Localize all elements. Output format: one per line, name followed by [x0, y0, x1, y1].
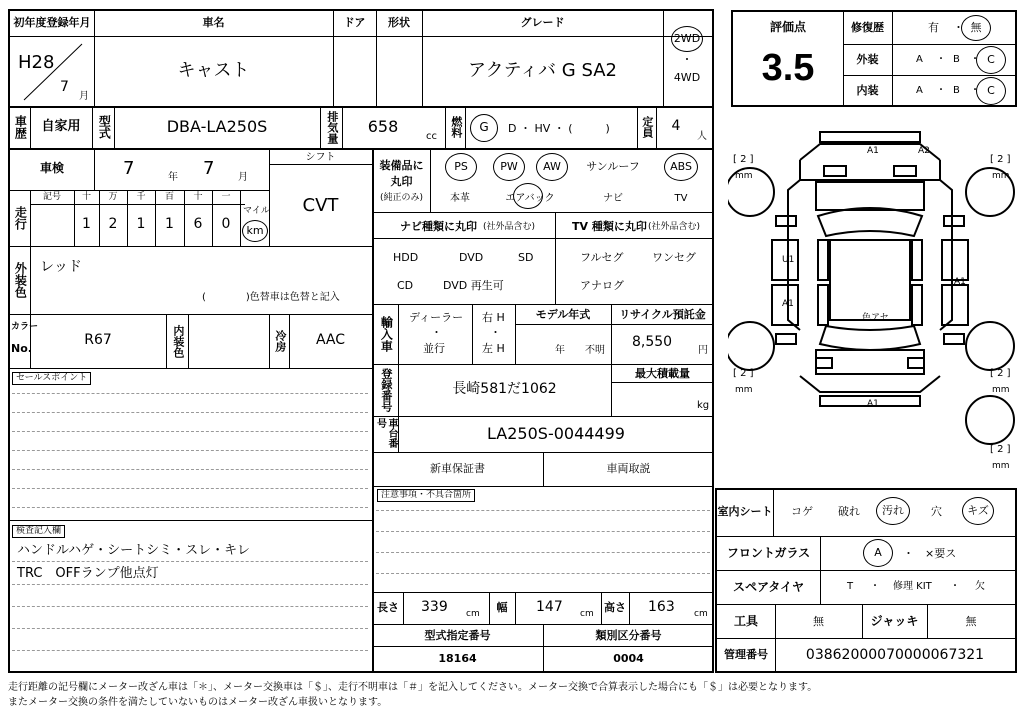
interior-grade-c: C [987, 83, 995, 97]
equip-aw: AW [543, 159, 561, 173]
new-car-warranty: 新車保証書 [430, 461, 485, 475]
fuel-g: G [479, 120, 489, 135]
footer-note-1: 走行距離の記号欄にメーター改ざん車は「＊」、メーター交換車は「＄」、走行不明車は「＃」を記入してください。メーター交換で合算表示した場合にも「＄」は必要となります。 [8, 682, 818, 693]
import-left-h: 左 H [482, 342, 505, 355]
height-unit: cm [694, 609, 708, 619]
footer-note-2: またメーター交換の条件を満たしていないものはメーター改ざん車扱いとなります。 [8, 697, 388, 708]
model: DBA-LA250S [166, 117, 268, 137]
fuel-label: 燃料 [449, 116, 463, 138]
model-year-unit: 年 [555, 345, 565, 356]
import-label: 輸入車 [379, 316, 394, 352]
inspection-month-unit: 月 [238, 172, 248, 183]
drive-2wd: 2WD [673, 31, 701, 45]
repair-yes: 有 [928, 21, 939, 34]
type-designation-label: 型式指定番号 [424, 628, 491, 642]
spare-label: スペアタイヤ [733, 580, 804, 595]
grade: アクティバ G SA2 [468, 60, 617, 82]
equip-sunroof: サンルーフ [586, 159, 640, 173]
mileage-digit-1: 2 [108, 216, 118, 233]
mileage-unit-2: 千 [136, 191, 146, 202]
registration-label: 登録番号 [379, 368, 393, 412]
sheet-koge: コゲ [791, 505, 813, 518]
equip-navi: ナビ [603, 192, 623, 204]
reg-year-label: 初年度登録年月 [13, 15, 91, 29]
height-label: 高さ [604, 600, 626, 614]
import-dot: ・ [431, 326, 442, 339]
car-name-label: 車名 [202, 15, 225, 29]
width-label: 幅 [496, 600, 508, 614]
tire-unit-spare: mm [992, 461, 1010, 471]
type-designation: 18164 [438, 652, 477, 666]
navi-cd: CD [397, 279, 414, 292]
interior-grade-b: B [953, 85, 960, 96]
ac-label: 冷房 [273, 330, 287, 352]
interior-grade-a: A [916, 85, 923, 96]
max-load-unit: kg [697, 400, 710, 411]
reg-month: 7 [60, 79, 69, 95]
tire-bracket-fr: [ 2 ] [990, 154, 1011, 165]
mileage-digit-4: 6 [193, 216, 203, 233]
management-value: 03862000070000067321 [805, 646, 985, 663]
navi-dvd: DVD [459, 251, 484, 264]
shift-value: CVT [302, 195, 339, 217]
ac-value: AAC [315, 332, 346, 349]
import-dot-2: ・ [490, 326, 501, 339]
mileage-digit-3: 1 [165, 216, 174, 233]
windshield-label: フロントガラス [726, 546, 811, 561]
repair-no: 無 [970, 20, 982, 34]
spare-dot-2: ・ [950, 581, 960, 592]
capacity: 4 [671, 118, 681, 135]
spare-t: T [847, 581, 854, 592]
mileage-unit-0: 十 [81, 191, 91, 202]
tire-unit-rr: mm [992, 385, 1010, 395]
inspection-year: 7 [123, 158, 135, 179]
exterior-label: 外装 [856, 53, 879, 67]
equipment-label-3: (純正のみ) [379, 193, 424, 204]
recycle-label: リサイクル預託金 [619, 307, 706, 321]
import-dealer: ディーラー [409, 311, 464, 324]
mileage-km: km [246, 223, 264, 237]
tv-fullseg: フルセグ [580, 251, 624, 264]
tv-analog: アナログ [580, 279, 624, 292]
inspection-year-unit: 年 [168, 172, 178, 183]
score-value: 3.5 [761, 47, 815, 90]
exterior-color-value: レッド [40, 259, 82, 275]
width-unit: cm [580, 609, 594, 619]
exterior-grade-a: A [916, 54, 923, 65]
interior-dot-1: ・ [936, 85, 946, 96]
sales-point-label: セールスポイント [12, 372, 91, 385]
capacity-label: 定員 [640, 116, 654, 138]
repair-label: 修復歴 [851, 20, 884, 34]
model-year-label: モデル年式 [535, 307, 591, 321]
equip-leather: 本革 [450, 192, 470, 204]
displacement-label: 排気量 [325, 110, 339, 144]
model-label: 型式 [97, 115, 112, 139]
displacement: 658 [367, 117, 399, 137]
interior-color-value [188, 316, 269, 366]
mark-a1-bottom: A1 [867, 399, 879, 409]
import-right-h: 右 H [482, 311, 505, 324]
tools-label: 工具 [733, 614, 758, 629]
color-no-value: R67 [84, 332, 112, 349]
exterior-dot-1: ・ [936, 54, 946, 65]
tv-oneseg: ワンセグ [652, 251, 696, 264]
door-label: ドア [343, 15, 366, 29]
drive-4wd: 4WD [673, 70, 701, 84]
exterior-grade-c: C [987, 52, 995, 66]
displacement-unit: cc [426, 131, 437, 142]
tire-bracket-rl: [ 2 ] [733, 368, 754, 379]
category: 0004 [613, 652, 644, 666]
mileage-unit-1: 万 [108, 191, 118, 202]
inspection-label: 車検 [39, 161, 64, 176]
mileage-label: 走行 [13, 206, 28, 230]
tv-type-sub: (社外品含む) [648, 222, 701, 232]
category-label: 類別区分番号 [595, 628, 662, 642]
length-label: 長さ [377, 600, 399, 614]
sheet-kizu: キズ [967, 503, 989, 517]
width-value: 147 [536, 599, 563, 615]
jack-value: 無 [965, 614, 977, 628]
mark-a2-top: A2 [918, 146, 930, 156]
recycle-unit: 円 [698, 345, 708, 356]
interior-color-label: 内装色 [171, 324, 185, 358]
sheet-yogore: 汚れ [882, 503, 904, 517]
mark-u1: U1 [782, 255, 795, 265]
height-value: 163 [648, 599, 675, 615]
car-name: キャスト [177, 60, 250, 82]
exterior-color-label: 外装色 [13, 262, 28, 298]
mark-a1-right: A1 [954, 277, 966, 287]
mileage-digit-5: 0 [221, 216, 231, 233]
chassis-value: LA250S-0044499 [487, 424, 625, 444]
history-label: 車歴 [13, 115, 28, 139]
chassis-label: 車台番号 [374, 418, 397, 448]
spare-none: 欠 [975, 581, 985, 592]
capacity-unit: 人 [697, 131, 707, 142]
mileage-unit-5: 一 [221, 191, 231, 202]
exterior-dot-2: ・ [970, 54, 980, 65]
spare-dot-1: ・ [870, 581, 880, 592]
equipment-label-1: 装備品に [379, 158, 424, 172]
drive-dot: ・ [681, 52, 693, 66]
exterior-grade-b: B [953, 54, 960, 65]
car-damage-diagram [728, 120, 1018, 480]
history: 自家用 [41, 118, 81, 134]
exterior-color-note: ( )色替車は色替と記入 [202, 292, 340, 303]
navi-sd: SD [518, 251, 534, 264]
tire-bracket-fl: [ 2 ] [733, 154, 754, 165]
windshield-a: A [874, 545, 882, 559]
mileage-mile: マイル [243, 206, 270, 216]
repair-dot: ・ [953, 21, 964, 34]
shape-label: 形状 [388, 15, 410, 29]
tire-bracket-rr: [ 2 ] [990, 368, 1011, 379]
length-unit: cm [466, 609, 480, 619]
mark-a1-top: A1 [867, 146, 879, 156]
shift-label: シフト [305, 151, 336, 163]
mileage-digit-2: 1 [136, 216, 146, 233]
max-load-label: 最大積載量 [635, 366, 690, 380]
management-label: 管理番号 [724, 648, 768, 662]
model-year-unknown: 不明 [585, 345, 605, 356]
inspection-month: 7 [203, 158, 215, 179]
interior-dot-2: ・ [970, 85, 980, 96]
equip-pw: PW [500, 159, 518, 173]
registration-value: 長崎581だ1062 [452, 381, 557, 398]
equip-abs: ABS [670, 159, 692, 173]
equip-ps: PS [454, 159, 468, 173]
mileage-unit-3: 百 [164, 191, 174, 202]
windshield-repl: ×要ス [925, 547, 957, 560]
vehicle-manual: 車両取説 [606, 461, 651, 475]
grade-label: グレード [520, 15, 565, 29]
reg-month-unit: 月 [79, 91, 89, 102]
sheet-yabure: 破れ [838, 505, 860, 518]
notes-label: 注意事項・不具合箇所 [377, 489, 475, 502]
import-parallel: 並行 [423, 342, 445, 355]
tire-unit-fl: mm [735, 171, 753, 181]
navi-hdd: HDD [393, 251, 419, 264]
spare-kit: 修理 KIT [893, 581, 932, 592]
mileage-unit-4: 十 [193, 191, 203, 202]
tools-value: 無 [813, 614, 824, 628]
tire-unit-fr: mm [992, 171, 1010, 181]
mileage-symbol-label: 記号 [42, 191, 61, 202]
mark-a1-left: A1 [782, 299, 794, 309]
inspector-note-2: TRC OFFランプ他点灯 [17, 566, 159, 581]
score-label: 評価点 [769, 20, 806, 35]
inspector-notes-label: 検査記入欄 [12, 525, 65, 538]
mileage-digit-0: 1 [82, 216, 91, 233]
length-value: 339 [421, 599, 448, 615]
navi-type-label: ナビ種類に丸印 [400, 220, 477, 233]
color-no-label-top: カラー [11, 322, 39, 332]
sheet-ana: 穴 [931, 505, 942, 518]
mark-iro-ase: 色アセ [862, 313, 889, 323]
color-no-label: No. [11, 342, 32, 355]
jack-label: ジャッキ [870, 614, 919, 629]
interior-label: 内装 [856, 83, 879, 97]
tire-bracket-spare: [ 2 ] [990, 444, 1011, 455]
inspector-note-1: ハンドルハゲ・シートシミ・スレ・キレ [17, 543, 250, 558]
navi-dvd-play: DVD 再生可 [443, 279, 504, 292]
interior-sheet-label: 室内シート [717, 504, 773, 518]
tv-type-label: TV 種類に丸印 [572, 220, 647, 233]
windshield-dot: ・ [903, 547, 914, 560]
equip-airbag: エアバック [505, 192, 555, 204]
recycle-value: 8,550 [632, 334, 673, 350]
equip-tv: TV [674, 192, 688, 204]
fuel-other: D ・ HV ・ ( ) [508, 122, 610, 135]
tire-unit-rl: mm [735, 385, 753, 395]
reg-era: H28 [18, 52, 55, 73]
equipment-label-2: 丸印 [390, 174, 413, 188]
navi-type-sub: (社外品含む) [483, 222, 536, 232]
